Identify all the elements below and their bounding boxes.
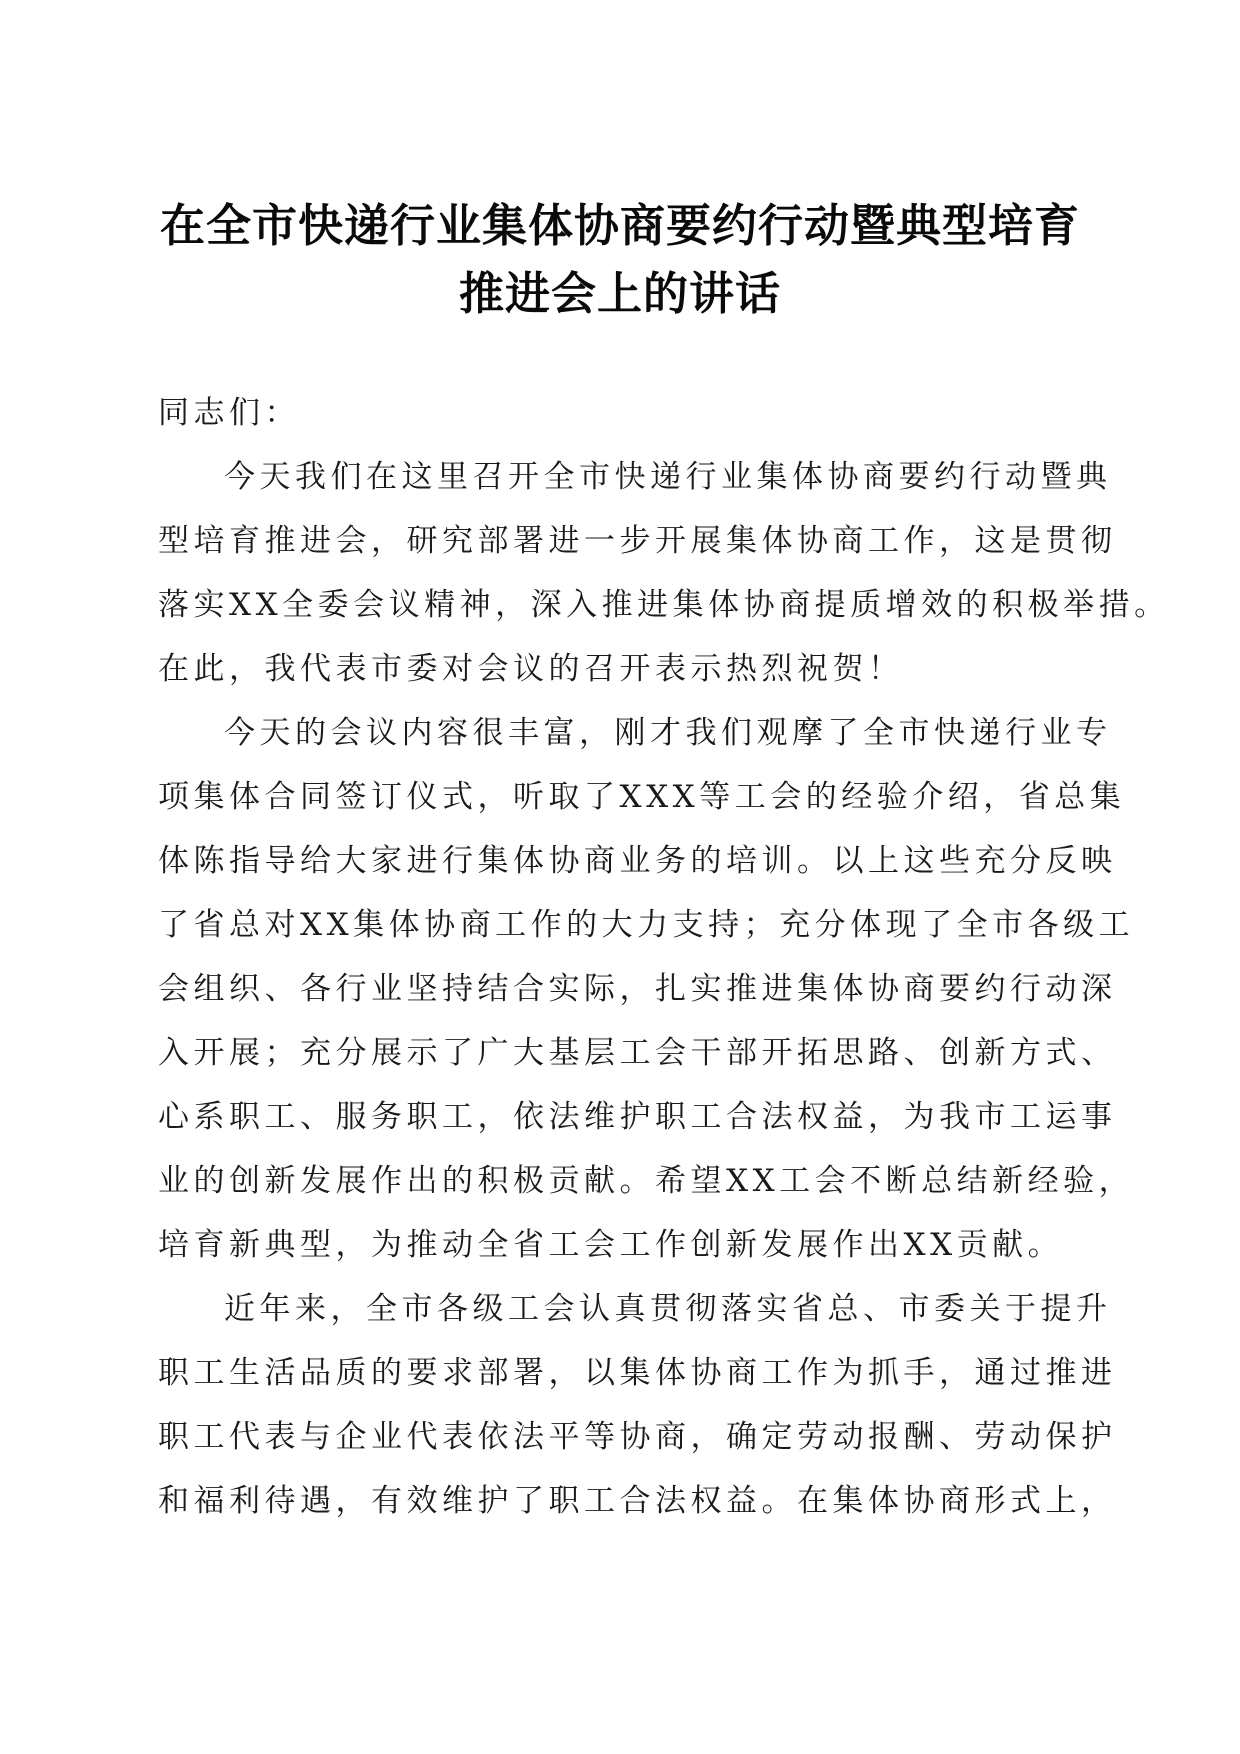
paragraph-1-line-4: 在此，我代表市委对会议的召开表示热烈祝贺！	[158, 651, 904, 687]
paragraph-2-line-2: 项集体合同签订仪式，听取了XXX等工会的经验介绍，省总集	[158, 779, 1126, 815]
paragraph-2-line-8: 业的创新发展作出的积极贡献。希望XX工会不断总结新经验，	[158, 1163, 1135, 1199]
paragraph-1-line-1: 今天我们在这里召开全市快递行业集体协商要约行动暨典	[224, 459, 1112, 495]
paragraph-3-line-3: 职工代表与企业代表依法平等协商，确定劳动报酬、劳动保护	[158, 1419, 1117, 1455]
paragraph-2-line-4: 了省总对XX集体协商工作的大力支持；充分体现了全市各级工	[158, 907, 1135, 943]
salutation: 同志们：	[158, 395, 300, 431]
paragraph-2-line-3: 体陈指导给大家进行集体协商业务的培训。以上这些充分反映	[158, 843, 1117, 879]
title-line-1: 在全市快递行业集体协商要约行动暨典型培育	[159, 199, 1080, 252]
paragraph-3-line-2: 职工生活品质的要求部署，以集体协商工作为抓手，通过推进	[158, 1355, 1117, 1391]
paragraph-2-line-9: 培育新典型，为推动全省工会工作创新发展作出XX贡献。	[158, 1227, 1064, 1263]
paragraph-1-line-2: 型培育推进会，研究部署进一步开展集体协商工作，这是贯彻	[158, 523, 1117, 559]
paragraph-2-line-6: 入开展；充分展示了广大基层工会干部开拓思路、创新方式、	[158, 1035, 1117, 1071]
paragraph-3-line-1: 近年来，全市各级工会认真贯彻落实省总、市委关于提升	[224, 1291, 1112, 1327]
paragraph-2-line-7: 心系职工、服务职工，依法维护职工合法权益，为我市工运事	[158, 1099, 1117, 1135]
paragraph-1-line-3: 落实XX全委会议精神，深入推进集体协商提质增效的积极举措。	[158, 587, 1170, 623]
document-body	[158, 381, 1170, 1533]
document-title	[150, 192, 1090, 328]
title-line-2: 推进会上的讲话	[458, 267, 781, 320]
paragraph-2-line-5: 会组织、各行业坚持结合实际，扎实推进集体协商要约行动深	[158, 971, 1117, 1007]
paragraph-3-line-4: 和福利待遇，有效维护了职工合法权益。在集体协商形式上，	[158, 1483, 1117, 1519]
paragraph-2-line-1: 今天的会议内容很丰富，刚才我们观摩了全市快递行业专	[224, 715, 1112, 751]
